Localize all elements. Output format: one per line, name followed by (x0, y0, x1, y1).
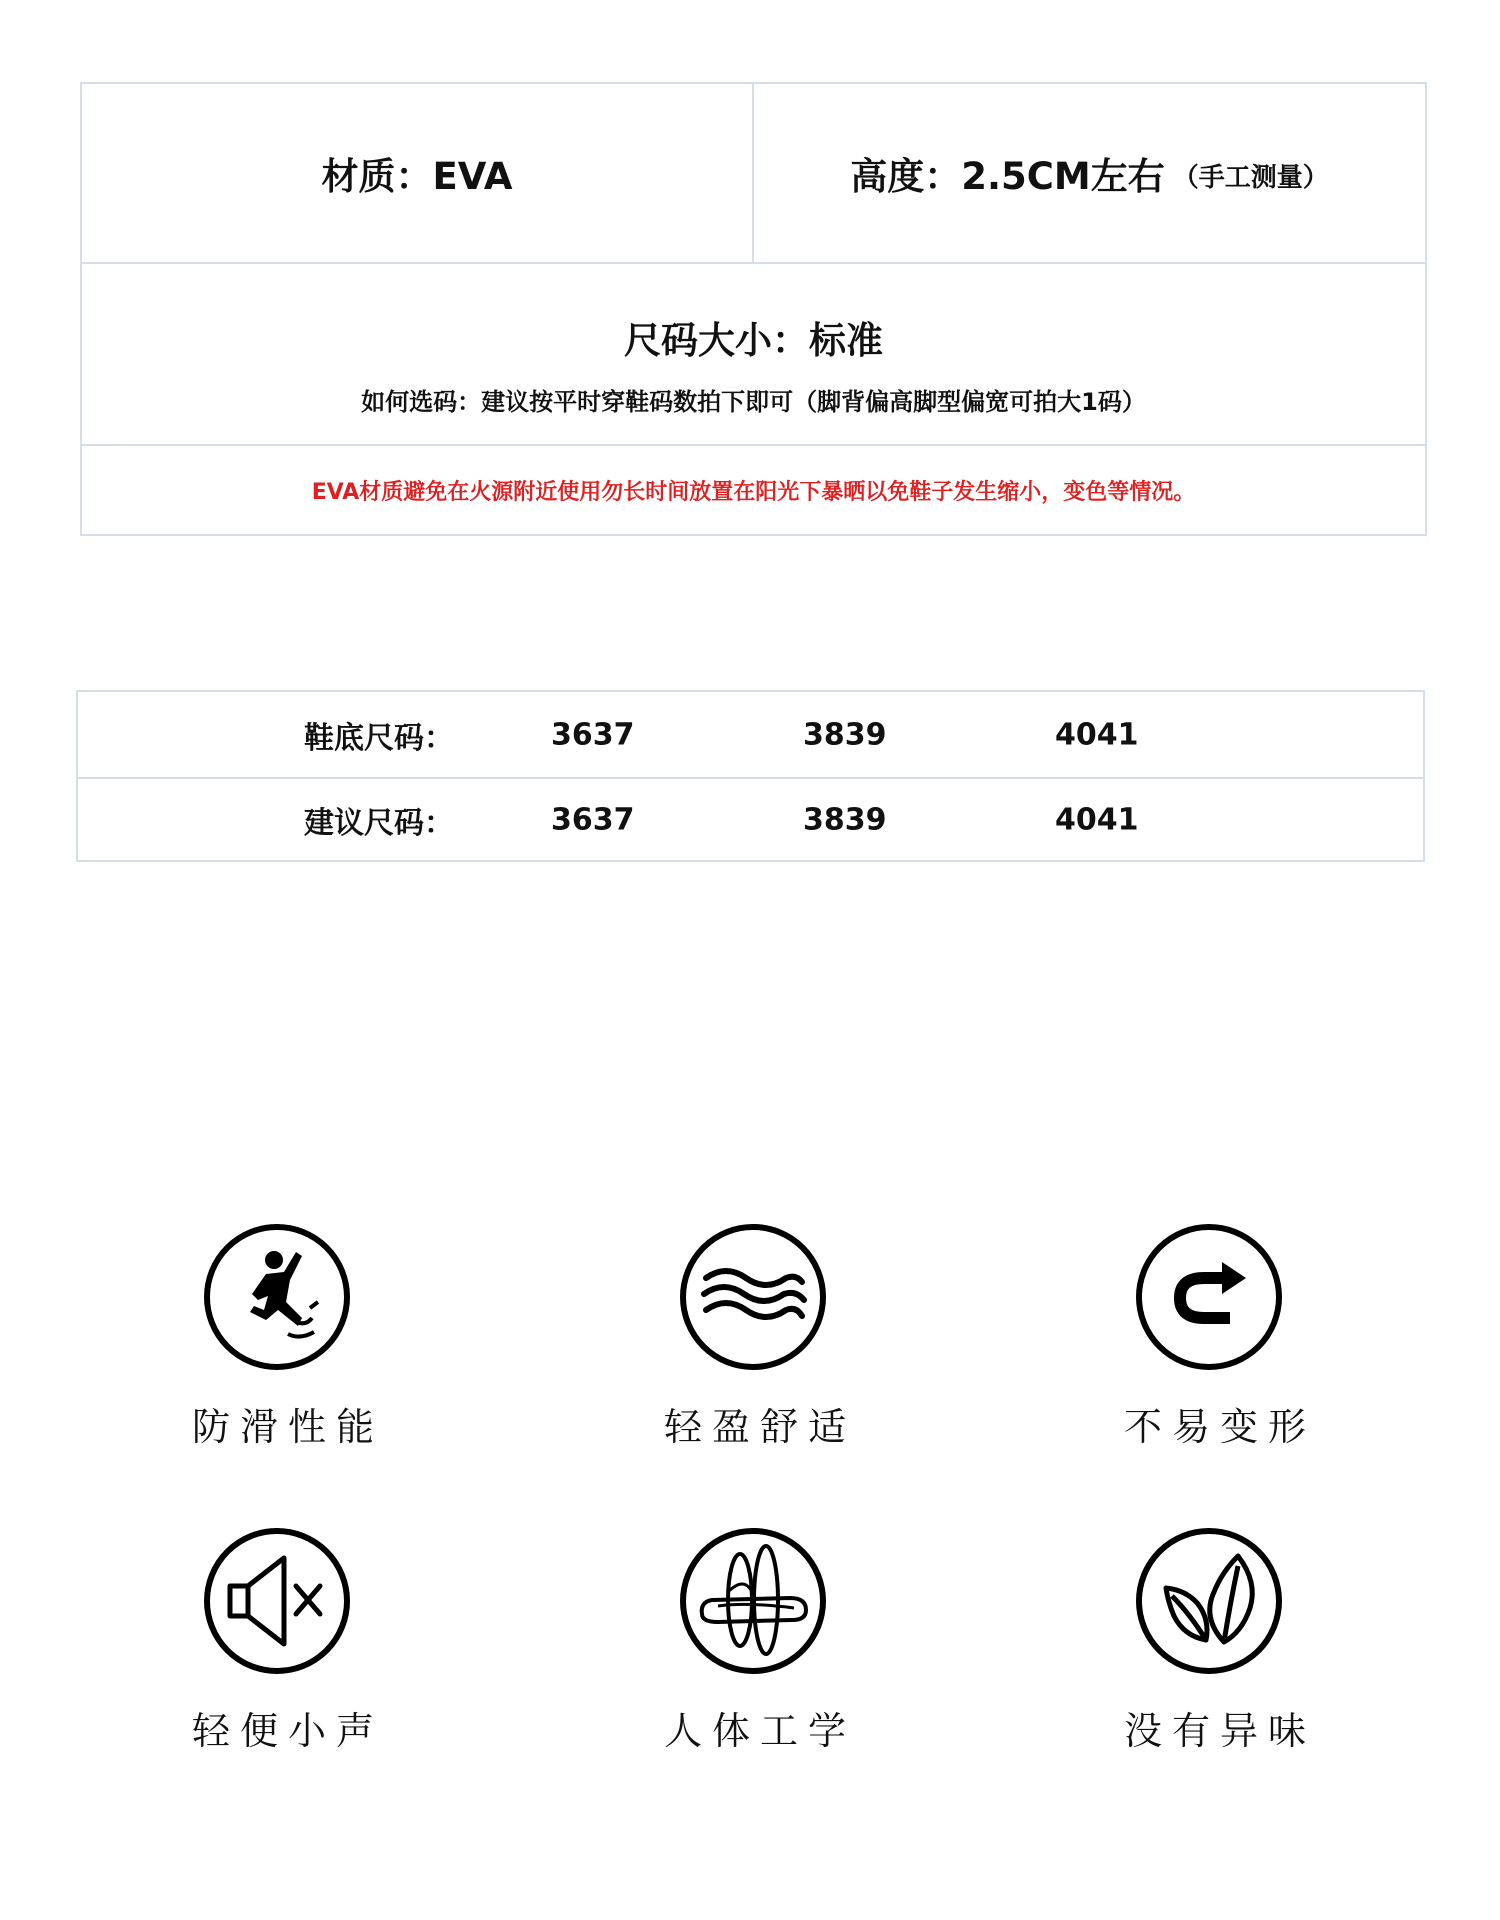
size-title: 尺码大小：标准 (624, 319, 883, 362)
anti-slip-icon (202, 1222, 352, 1372)
spec-row-size (82, 264, 1425, 446)
feature-label: 人体工学 (664, 1709, 857, 1753)
material-text: 材质：EVA (321, 155, 513, 198)
feature-label: 防滑性能 (192, 1405, 385, 1449)
mute-icon (202, 1526, 352, 1676)
light-comfort-icon (678, 1222, 828, 1372)
spec-row-warning (82, 446, 1425, 534)
size-row-label: 鞋底尺码： (304, 720, 454, 756)
height-cell (754, 84, 1425, 262)
feature-label: 不易变形 (1124, 1405, 1317, 1449)
height-note: （手工测量） (1172, 162, 1329, 193)
spec-table (80, 82, 1427, 536)
size-value: 3637 (551, 717, 635, 752)
size-value: 4041 (1055, 717, 1139, 752)
feature-label: 轻便小声 (192, 1709, 385, 1753)
size-value: 4041 (1055, 802, 1139, 837)
feature-label: 轻盈舒适 (664, 1405, 857, 1449)
feature-label: 没有异味 (1124, 1709, 1317, 1753)
table-row (78, 692, 1423, 779)
warning-text: EVA材质避免在火源附近使用勿长时间放置在阳光下暴晒以免鞋子发生缩小，变色等情况。 (311, 479, 1196, 505)
table-row (78, 777, 1423, 862)
material-cell (82, 84, 754, 262)
ergonomic-icon (678, 1526, 828, 1676)
size-hint: 如何选码：建议按平时穿鞋码数拍下即可（脚背偏高脚型偏宽可拍大1码） (361, 388, 1146, 416)
size-value: 3839 (803, 717, 887, 752)
size-row-label: 建议尺码： (304, 805, 454, 841)
no-deform-icon (1134, 1222, 1284, 1372)
size-table (76, 690, 1425, 862)
spec-row-material-height (82, 84, 1425, 264)
size-value: 3839 (803, 802, 887, 837)
height-text: 高度：2.5CM左右 (850, 155, 1165, 198)
size-value: 3637 (551, 802, 635, 837)
leaf-icon (1134, 1526, 1284, 1676)
